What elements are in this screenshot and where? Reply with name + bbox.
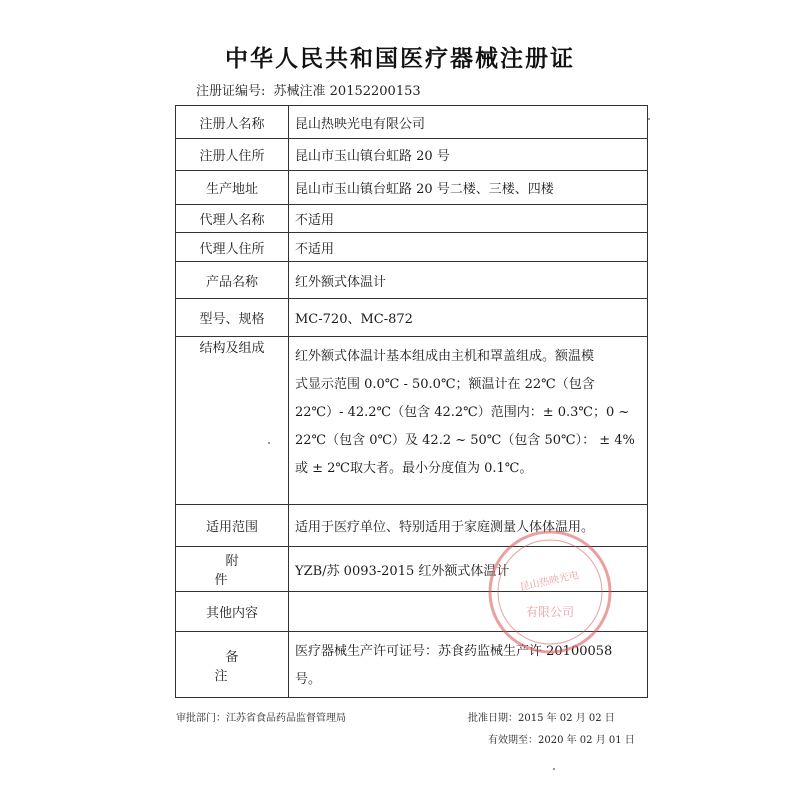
registration-number <box>196 80 421 99</box>
table-row <box>176 299 648 337</box>
row-value: 昆山市玉山镇台虹路 20 号 <box>289 139 648 171</box>
row-label: 注册人名称 <box>176 106 289 139</box>
text-line: 号。 <box>295 672 322 687</box>
row-value-multiline <box>289 337 648 505</box>
scan-speck <box>648 118 650 120</box>
registration-number-label: 注册证编号: <box>196 84 266 99</box>
row-value: YZB/苏 0093-2015 红外额式体温计 <box>289 547 648 592</box>
table-row <box>176 262 648 299</box>
row-label: 结构及组成 <box>176 337 289 505</box>
row-value: 昆山热映光电有限公司 <box>289 106 648 139</box>
text-line: 或 ± 2℃取大者。最小分度值为 0.1℃。 <box>295 461 533 476</box>
approval-date: 批准日期：2015 年 02 月 02 日 <box>468 713 615 724</box>
row-label: 产品名称 <box>176 262 289 299</box>
table-row <box>176 233 648 262</box>
expiry-date: 有效期至：2020 年 02 月 01 日 <box>488 735 635 746</box>
row-label: 适用范围 <box>176 505 289 547</box>
text-line: 22℃）- 42.2℃（包含 42.2℃）范围内：± 0.3℃；0 ~ <box>295 405 630 420</box>
official-seal-stamp <box>486 528 614 656</box>
text-line: 红外额式体温计基本组成由主机和罩盖组成。额温模 <box>295 349 595 364</box>
table-row <box>176 205 648 233</box>
row-value: 适用于医疗单位、特别适用于家庭测量人体体温用。 <box>289 505 648 547</box>
table-row <box>176 139 648 171</box>
document-title: 中华人民共和国医疗器械注册证 <box>225 46 575 72</box>
row-label: 注册人住所 <box>176 139 289 171</box>
scan-speck <box>268 442 270 444</box>
table-row <box>176 171 648 205</box>
text-line: 医疗器械生产许可证号：苏食药监械生产许 20100058 <box>295 644 613 659</box>
row-label: 附 件 <box>176 547 289 592</box>
text-line: 式显示范围 0.0℃ - 50.0℃；额温计在 22℃（包含 <box>295 377 595 392</box>
row-label: 备 注 <box>176 632 289 698</box>
row-label: 代理人名称 <box>176 205 289 233</box>
row-label: 代理人住所 <box>176 233 289 262</box>
text-line: 22℃（包含 0℃）及 42.2 ~ 50℃（包含 50℃）： ± 4% <box>295 433 635 448</box>
registration-number-value: 苏械注准 20152200153 <box>273 84 421 99</box>
row-value: 昆山市玉山镇台虹路 20 号二楼、三楼、四楼 <box>289 171 648 205</box>
approval-authority: 审批部门：江苏省食品药品监督管理局 <box>176 713 346 724</box>
row-value: 不适用 <box>289 205 648 233</box>
table-row <box>176 106 648 139</box>
row-label: 其他内容 <box>176 592 289 632</box>
table-row <box>176 337 648 505</box>
svg-text:有限公司: 有限公司 <box>525 605 575 619</box>
row-label: 型号、规格 <box>176 299 289 337</box>
row-value: 红外额式体温计 <box>289 262 648 299</box>
scan-speck <box>553 768 555 770</box>
svg-text:昆山热映光电: 昆山热映光电 <box>518 569 580 594</box>
row-value: MC-720、MC-872 <box>289 299 648 337</box>
row-label: 生产地址 <box>176 171 289 205</box>
row-value: 不适用 <box>289 233 648 262</box>
